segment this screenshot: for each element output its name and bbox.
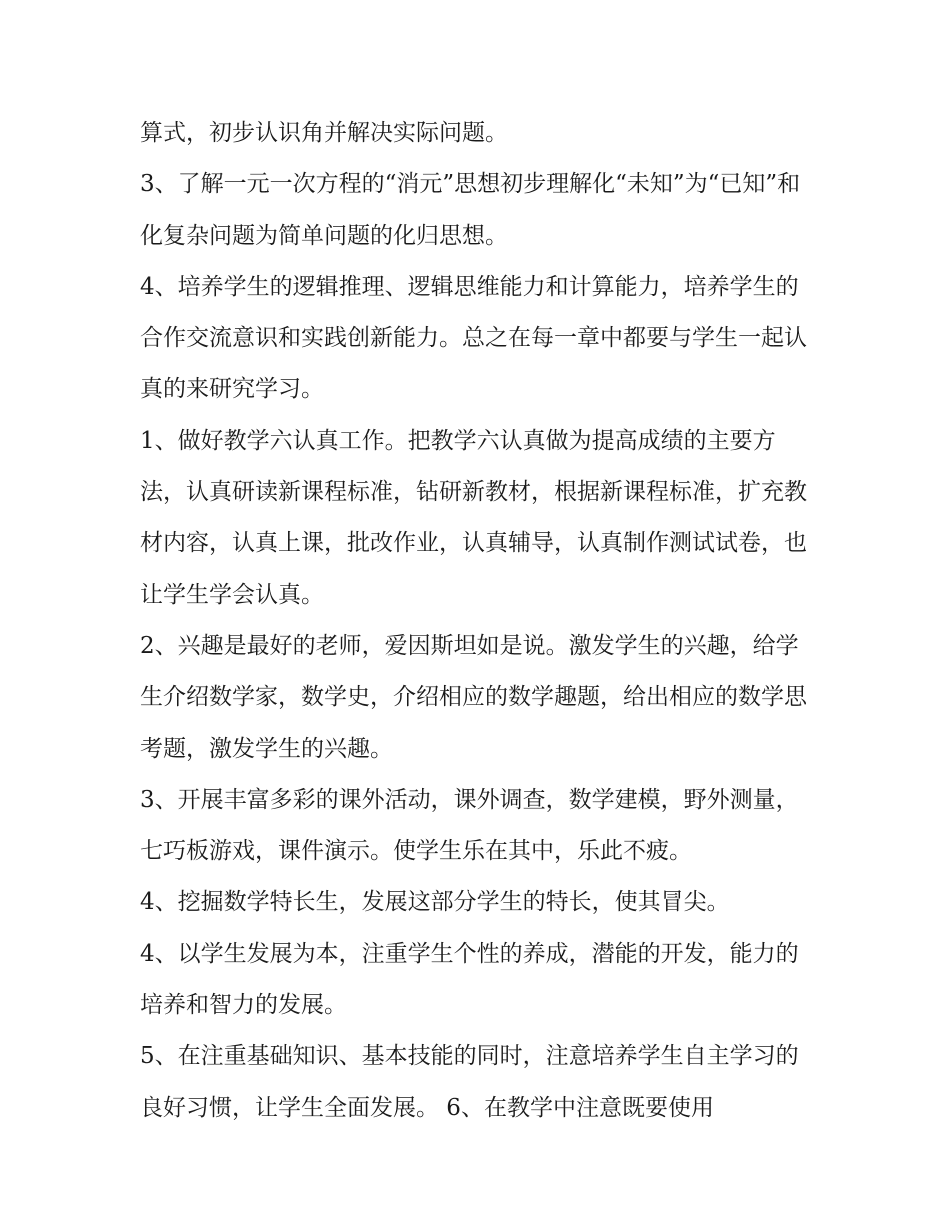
paragraph: 2、兴趣是最好的老师，爱因斯坦如是说。激发学生的兴趣，给学生介绍数学家，数学史，介绍相应的数学趣题，给出相应的数学思考题，激发学生的兴趣。 [140,632,807,762]
paragraph: 4、以学生发展为本，注重学生个性的养成，潜能的开发，能力的培养和智力的发展。 [140,940,799,1019]
paragraph: 1、做好教学六认真工作。把教学六认真做为提高成绩的主要方法，认真研读新课程标准，钻研新教材，根据新课程标准，扩充教材内容，认真上课，批改作业，认真辅导，认真制作测试试卷，也让学生学会认真。 [140,427,807,608]
paragraph: 算式，初步认识角并解决实际问题。 [140,120,508,146]
paragraph: 3、了解一元一次方程的“消元”思想初步理解化“未知”为“已知”和化复杂问题为简单问题的化归思想。 [140,171,801,249]
paragraph: 4、挖掘数学特长生，发展这部分学生的特长，使其冒尖。 [140,889,730,916]
paragraph: 3、开展丰富多彩的课外活动，课外调查，数学建模，野外测量，七巧板游戏，课件演示。使学生乐在其中，乐此不疲。 [140,786,799,865]
paragraph: 4、培养学生的逻辑推理、逻辑思维能力和计算能力，培养学生的合作交流意识和实践创新能力。总之在每一章中都要与学生一起认真的来研究学习。 [140,273,807,403]
document-body [140,108,812,1134]
paragraph: 5、在注重基础知识、基本技能的同时，注意培养学生自主学习的良好习惯，让学生全面发展。 6、在教学中注意既要使用 [140,1043,799,1121]
